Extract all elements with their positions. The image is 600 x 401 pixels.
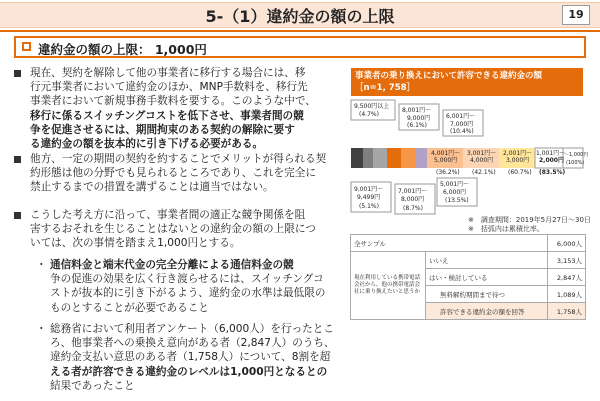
- label-3001-4000: 3,001円～: [467, 150, 497, 157]
- title-bar: [0, 0, 600, 30]
- chart-title: [351, 68, 583, 96]
- pct-4001-5000: (36.2%): [436, 169, 460, 176]
- line: ろ、他事業者への乗換え意向がある者（2,847人）のうち、: [50, 337, 335, 350]
- line: 争を促進させるには、期間拘束のある契約の解除に要す: [30, 123, 295, 136]
- square-bullet-icon: [22, 42, 31, 51]
- table-cell: 2,847人: [547, 269, 585, 286]
- line: 違約金支払い意思のある者（1,758人）について、8割を超: [50, 351, 331, 364]
- line: いては、次の事情を踏まえ1,000円とする。: [30, 237, 241, 250]
- label-4001-5000: 4,001円～: [431, 150, 461, 157]
- label-5001-6000b: 6,000円: [443, 189, 467, 196]
- headline-text: 違約金の額の上限： 1,000円: [38, 42, 207, 57]
- page-title: 5-（1）違約金の額の上限: [205, 7, 395, 26]
- pct-8001-9000: (6.1%): [407, 122, 427, 129]
- table-row: [351, 235, 586, 252]
- bar-segment-7001-8000: [387, 148, 401, 168]
- label-5001-6000: 5,001円～: [440, 181, 470, 188]
- table-cell: いいえ: [426, 252, 548, 269]
- label-8001-9000: 8,001円～: [402, 107, 432, 114]
- line: 害するおそれを生じることはないとの違約金の額の上限につ: [30, 223, 316, 236]
- paragraph-2: [30, 152, 348, 195]
- page-number: 19: [562, 5, 590, 25]
- bar-segment-gt-9500: [351, 148, 363, 168]
- line: える者が許容できる違約金のレベルは1,000円となるとの: [50, 365, 328, 378]
- pct-6001-7000: (10.4%): [450, 128, 474, 135]
- paragraph-1: [30, 66, 348, 151]
- pct-gt-9500: (4.7%): [359, 111, 379, 118]
- line: 事業者において新規事務手数料を要する。このような中で、: [30, 95, 316, 108]
- chart-subtitle: ［n=1, 758］: [355, 83, 416, 93]
- bar-segment-5001-6000: [415, 148, 427, 168]
- line: る違約金の額を抜本的に引き下げる必要がある。: [30, 138, 264, 151]
- paragraph-3: [30, 208, 348, 251]
- label-lt-1000: ～1,000円: [564, 152, 589, 158]
- dot-bullet: ・: [36, 323, 47, 335]
- line: 約形態は他の分野でも見られるところであり、これを完全に: [30, 167, 316, 180]
- sub-bullet-1: [50, 258, 350, 315]
- label-2001-3000: 2,001円～: [503, 150, 533, 157]
- pct-9001-9499: (5.1%): [359, 203, 379, 210]
- pct-lt-1000: (100%): [566, 160, 585, 166]
- chart-notes: [348, 216, 591, 234]
- label-6001-7000b: 7,000円: [450, 121, 474, 128]
- label-2001-3000b: 3,000円: [506, 157, 530, 164]
- line: 争の促進の効果を広く行き渡らせるには、スイッチングコ: [50, 273, 324, 286]
- line: こうした考え方に沿って、事業者間の適正な競争関係を阻: [30, 209, 306, 221]
- line: 移行に係るスイッチングコストを低下させ、事業者間の競: [30, 109, 304, 122]
- label-3001-4000b: 4,000円: [470, 157, 494, 164]
- sub-bullet-2: [50, 322, 350, 393]
- square-bullet-icon: [14, 212, 21, 219]
- chart-title-text: 事業者の乗り換えにおいて許容できる違約金の額: [355, 71, 543, 81]
- line: 禁止するまでの措置を講ずることは適当ではない。: [30, 181, 274, 194]
- note-line: ※ 調査期間：2019年5月27日～30日: [468, 216, 591, 224]
- label-1001-2000b: 2,000円: [539, 157, 564, 164]
- line: 通信料金と端末代金の完全分離による通信料金の競: [50, 259, 294, 271]
- line: 他方、一定の期間の契約を約することでメリットが得られる契: [30, 153, 327, 165]
- survey-table: [350, 234, 586, 320]
- table-cell: 許容できる違約金の額を回答: [426, 303, 548, 320]
- pct-1001-2000: (83.5%): [539, 169, 566, 176]
- table-cell: 3,153人: [547, 252, 585, 269]
- headline-box: [14, 36, 586, 58]
- label-1001-2000: 1,001円～: [536, 150, 566, 157]
- line: 総務省において利用者アンケート（6,000人）を行ったとこ: [50, 323, 334, 335]
- bar-segment-6001-7000: [401, 148, 415, 168]
- label-gt-9500: 9,500円以上: [354, 103, 390, 110]
- square-bullet-icon: [14, 156, 21, 163]
- table-row: [351, 252, 586, 269]
- label-6001-7000: 6,001円～: [446, 113, 476, 120]
- table-cell: 1,089人: [547, 286, 585, 303]
- bar-segment-9001-9499: [363, 148, 373, 168]
- line: 現在、契約を解除して他の事業者に移行する場合には、移: [30, 67, 306, 79]
- line: ストが抜本的に引き下がるよう、違約金の水準は最低限の: [50, 287, 326, 300]
- dot-bullet: ・: [36, 259, 47, 271]
- stacked-bar-chart: [351, 96, 589, 220]
- table-cell: 1,758人: [547, 303, 585, 320]
- line: 結果であったこと: [50, 379, 135, 392]
- pct-5001-6000: (13.5%): [445, 197, 469, 204]
- table-cell: 全サンプル: [351, 235, 548, 252]
- label-7001-8000b: 8,000円: [401, 196, 425, 203]
- line: ものとすることが必要であること: [50, 301, 209, 314]
- label-9001-9499: 9,001円～: [354, 186, 384, 193]
- table-cell: 無料解約期間まで待つ: [426, 286, 548, 303]
- pct-7001-8000: (8.7%): [403, 205, 423, 212]
- label-7001-8000: 7,001円～: [398, 188, 428, 195]
- bar-segment-8001-9000: [373, 148, 387, 168]
- table-cell: はい・検討している: [426, 269, 548, 286]
- label-4001-5000b: 5,000円: [434, 157, 458, 164]
- label-8001-9000b: 9,000円: [407, 115, 431, 122]
- table-cell: 6,000人: [547, 235, 585, 252]
- line: 行元事業者において違約金のほか、MNP手数料を、移行先: [30, 81, 308, 94]
- label-9001-9499b: 9,499円: [357, 194, 381, 201]
- divider: [0, 30, 600, 32]
- pct-2001-3000: (60.7%): [508, 169, 532, 176]
- pct-3001-4000: (42.1%): [472, 169, 496, 176]
- square-bullet-icon: [14, 70, 21, 77]
- note-line: ※ 括弧内は累積比率。: [468, 225, 544, 233]
- table-cell: 現在利用している携帯電話会社から、他の携帯電話会社に乗り換えたいと思うか: [351, 252, 426, 320]
